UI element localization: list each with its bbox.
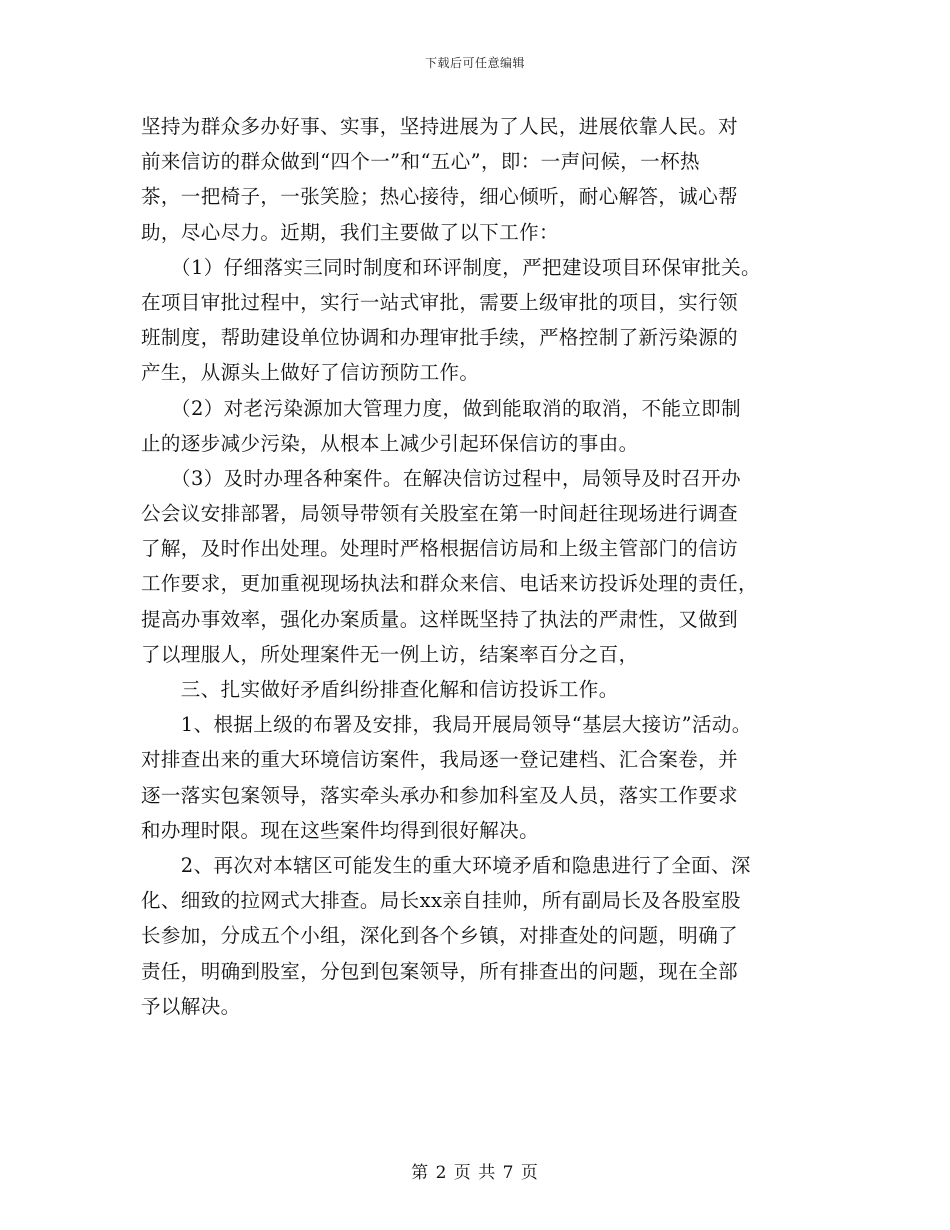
text-line: 工作要求，更加重视现场执法和群众来信、电话来访投诉处理的责任， [141, 572, 758, 596]
text-line: 2、再次对本辖区可能发生的重大环境矛盾和隐患进行了全面、深 [141, 853, 751, 877]
text-line: 化、细致的拉网式大排查。局长xx亲自挂帅，所有副局长及各股室股 [141, 889, 741, 913]
text-line: 助，尽心尽力。近期，我们主要做了以下工作： [141, 220, 559, 244]
text-line: 在项目审批过程中，实行一站式审批，需要上级审批的项目，实行领 [141, 290, 739, 314]
page-number-footer: 第 2 页 共 7 页 [411, 1163, 539, 1183]
text-line: （1）仔细落实三同时制度和环评制度，严把建设项目环保审批关。 [141, 255, 761, 279]
text-line: 班制度，帮助建设单位协调和办理审批手续，严格控制了新污染源的 [141, 326, 739, 350]
text-line: 对排查出来的重大环境信访案件，我局逐一登记建档、汇合案卷，并 [141, 748, 739, 772]
text-line: 予以解决。 [141, 994, 241, 1018]
text-line: 逐一落实包案领导，落实牵头承办和参加科室及人员，落实工作要求 [141, 783, 739, 807]
text-line: 1、根据上级的布署及安排，我局开展局领导“基层大接访”活动。 [141, 713, 752, 737]
text-line: 坚持为群众多办好事、实事，坚持进展为了人民，进展依靠人民。对 [141, 115, 739, 138]
section-heading: 三、扎实做好矛盾纠纷排查化解和信访投诉工作。 [141, 678, 619, 701]
document-body [141, 109, 831, 1024]
text-line: （2）对老污染源加大管理力度，做到能取消的取消，不能立即制 [141, 396, 742, 420]
text-line: 和办理时限。现在这些案件均得到很好解决。 [141, 818, 540, 842]
text-line: 了解，及时作出处理。处理时严格根据信访局和上级主管部门的信访 [141, 537, 739, 561]
text-line: 止的逐步减少污染，从根本上减少引起环保信访的事由。 [141, 431, 639, 455]
text-line: 前来信访的群众做到“四个一”和“五心”，即：一声问候，一杯热 [141, 150, 700, 174]
text-line: 长参加，分成五个小组，深化到各个乡镇，对排查处的问题，明确了 [141, 924, 739, 948]
text-line: 公会议安排部署，局领导带领有关股室在第一时间赶往现场进行调查 [141, 502, 739, 526]
text-line: （3）及时办理各种案件。在解决信访过程中，局领导及时召开办 [141, 466, 742, 490]
text-line: 了以理服人，所处理案件无一例上访，结案率百分之百， [141, 642, 639, 666]
text-line: 茶，一把椅子，一张笑脸；热心接待，细心倾听，耐心解答，诚心帮 [141, 185, 739, 209]
page-header: 下载后可任意编辑 [424, 56, 525, 70]
text-line: 责任，明确到股室，分包到包案领导，所有排查出的问题，现在全部 [141, 959, 739, 983]
text-line: 提高办事效率，强化办案质量。这样既坚持了执法的严肃性，又做到 [141, 607, 739, 631]
text-line: 产生，从源头上做好了信访预防工作。 [141, 361, 480, 385]
